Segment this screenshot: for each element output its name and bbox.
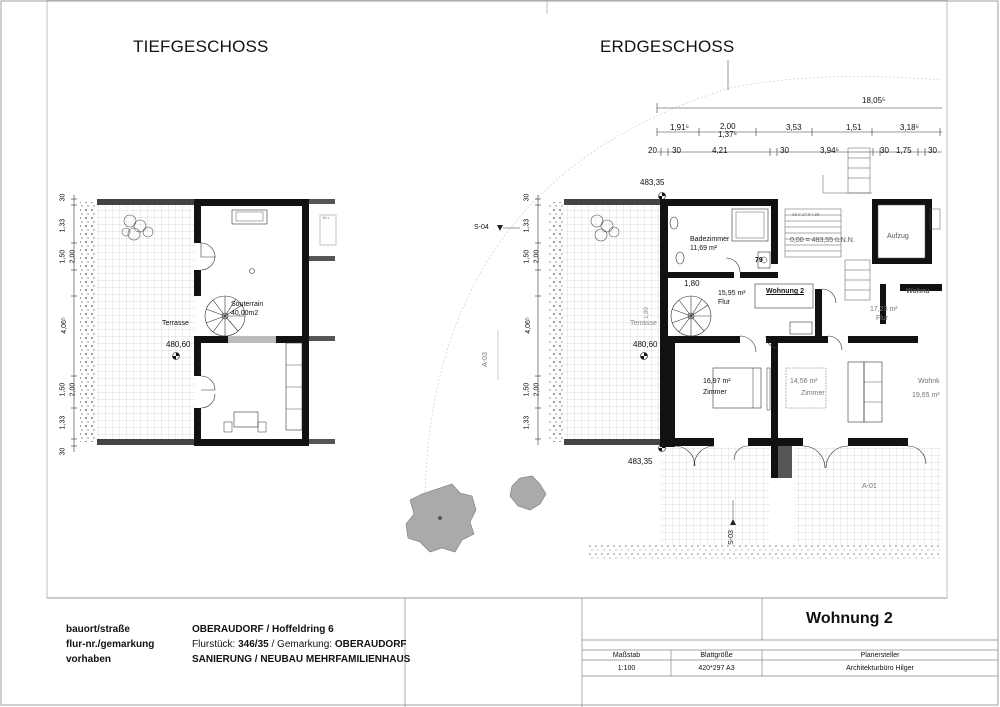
flurstueck-prefix: Flurstück: bbox=[192, 639, 239, 650]
info-value-1: OBERAUDORF / Hoffeldring 6 bbox=[192, 624, 334, 635]
section-arrow-icon bbox=[497, 225, 503, 231]
blatt-value: 420*297 A3 bbox=[698, 665, 735, 672]
tg-dim: 30 bbox=[59, 447, 67, 456]
eg-vdim: 1,33 bbox=[523, 415, 531, 430]
wohn-area: 19,65 m² bbox=[912, 392, 940, 399]
shelf bbox=[286, 343, 302, 430]
eg-level-terrace: 480,60 bbox=[633, 340, 658, 349]
zimmer2-label: Zimmer bbox=[801, 390, 825, 397]
side-dim: 1,90 bbox=[643, 307, 650, 319]
tg-terrace-label: Terrasse bbox=[162, 320, 189, 327]
stair-note: 16 x 17,8 / 28 bbox=[792, 212, 820, 217]
gravel-strip bbox=[80, 202, 96, 442]
bed-1 bbox=[713, 368, 761, 408]
planer-header: Planersteller bbox=[860, 652, 900, 659]
eg-vdim: 4,06⁵ bbox=[524, 317, 532, 334]
svg-text:16 x: 16 x bbox=[322, 215, 330, 220]
massstab-value: 1:100 bbox=[617, 665, 636, 672]
eg-vdim: 30 bbox=[523, 193, 531, 202]
bed-2 bbox=[786, 368, 826, 408]
info-value-2 bbox=[192, 637, 407, 652]
info-value-3: SANIERUNG / NEUBAU MEHRFAMILIENHAUS bbox=[192, 654, 411, 665]
bath-label: Badezimmer bbox=[690, 236, 730, 243]
planer-value: Architekturbüro Hilger bbox=[846, 665, 914, 672]
eg-dim: 30 bbox=[880, 146, 889, 155]
tg-dim: 30 bbox=[59, 193, 67, 202]
eg-dim: 3,53 bbox=[786, 123, 802, 132]
table bbox=[234, 412, 258, 427]
souterrain-label: Souterrain bbox=[231, 301, 264, 308]
tg-dim: 1,50 bbox=[59, 382, 67, 397]
unit-label: Wohnung 2 bbox=[766, 288, 804, 295]
eg-level-top: 483,35 bbox=[640, 178, 665, 187]
info-label-1: bauort/straße bbox=[66, 624, 130, 635]
flurstueck-number: 346/35 bbox=[238, 639, 269, 650]
zimmer1-area: 16,97 m² bbox=[703, 378, 731, 385]
zero-level: 0,00 = 483,55 ü.N.N. bbox=[790, 237, 855, 244]
section-s04: S-04 bbox=[474, 224, 489, 231]
tg-dim: 2,00 bbox=[69, 382, 77, 397]
eg-level-bottom: 483,35 bbox=[628, 457, 653, 466]
gemarkung-prefix: / Gemarkung: bbox=[268, 639, 335, 650]
wohn-label: Wohnk bbox=[918, 378, 940, 385]
eg-vdim: 2,00 bbox=[533, 382, 541, 397]
spiral-stair-eg bbox=[671, 296, 711, 336]
tg-dim: 1,33 bbox=[59, 415, 67, 430]
info-label-2: flur-nr./gemarkung bbox=[66, 639, 155, 650]
gemarkung-value: OBERAUDORF bbox=[334, 639, 407, 650]
tiefgeschoss-plan bbox=[71, 195, 336, 452]
zimmer2-area: 14,56 m² bbox=[790, 378, 818, 385]
eg-vdim: 1,50 bbox=[523, 249, 531, 264]
eg-dim: 30 bbox=[780, 146, 789, 155]
flur-label: Flur bbox=[718, 299, 731, 306]
blatt-header: Blattgröße bbox=[700, 652, 733, 659]
lamp bbox=[250, 269, 255, 274]
section-a03: A-03 bbox=[481, 352, 489, 367]
eg-dim: 1,75 bbox=[896, 146, 912, 155]
section-a01: A-01 bbox=[862, 483, 877, 490]
eg-dim: 20 bbox=[648, 146, 657, 155]
eg-dim: 1,37⁵ bbox=[718, 130, 737, 139]
bath-height: 79 bbox=[755, 257, 763, 264]
eg-dim: 3,18⁵ bbox=[900, 123, 919, 132]
info-label-3: vorhaben bbox=[66, 654, 112, 665]
souterrain-area: 40,00m2 bbox=[231, 310, 259, 317]
tiefgeschoss-title: TIEFGESCHOSS bbox=[133, 37, 269, 56]
flur-area: 15,95 m² bbox=[718, 290, 746, 297]
tg-level: 480,60 bbox=[166, 340, 191, 349]
zimmer1-label: Zimmer bbox=[703, 389, 727, 396]
massstab-header: Maßstab bbox=[612, 652, 641, 659]
plan-title: Wohnung 2 bbox=[806, 610, 893, 627]
eg-dim: 2,00 bbox=[720, 122, 736, 131]
flur-dim: 1,80 bbox=[684, 279, 700, 288]
eg-dim: 4,21 bbox=[712, 146, 728, 155]
tg-dim: 4,06⁵ bbox=[60, 317, 68, 334]
eg-vdim: 1,33 bbox=[523, 218, 531, 233]
elevator-label: Aufzug bbox=[887, 233, 909, 240]
toilet-icon bbox=[670, 217, 678, 229]
flur2-area: 17,23 m² bbox=[870, 306, 898, 313]
tree-icon bbox=[406, 476, 546, 552]
bath-area: 11,69 m² bbox=[690, 245, 718, 252]
flur2-label: Flur bbox=[876, 315, 889, 322]
tg-dim: 1,50 bbox=[59, 249, 67, 264]
eg-dim-total: 18,05⁵ bbox=[862, 96, 886, 105]
eg-dim: 30 bbox=[928, 146, 937, 155]
tg-dim: 1,33 bbox=[59, 218, 67, 233]
eg-dim: 1,91⁵ bbox=[670, 123, 689, 132]
unit-label-2: Wohnu bbox=[906, 288, 930, 295]
eg-dim: 30 bbox=[672, 146, 681, 155]
eg-vdim: 1,50 bbox=[523, 382, 531, 397]
eg-vdim: 2,00 bbox=[533, 249, 541, 264]
tg-dim: 2,00 bbox=[69, 249, 77, 264]
eg-dim: 3,94⁵ bbox=[820, 146, 839, 155]
erdgeschoss-title: ERDGESCHOSS bbox=[600, 37, 735, 56]
eg-terrace-label: Terrasse bbox=[630, 320, 657, 327]
shower bbox=[732, 209, 768, 241]
section-s03: S-03 bbox=[727, 530, 735, 545]
eg-dim: 1,51 bbox=[846, 123, 862, 132]
